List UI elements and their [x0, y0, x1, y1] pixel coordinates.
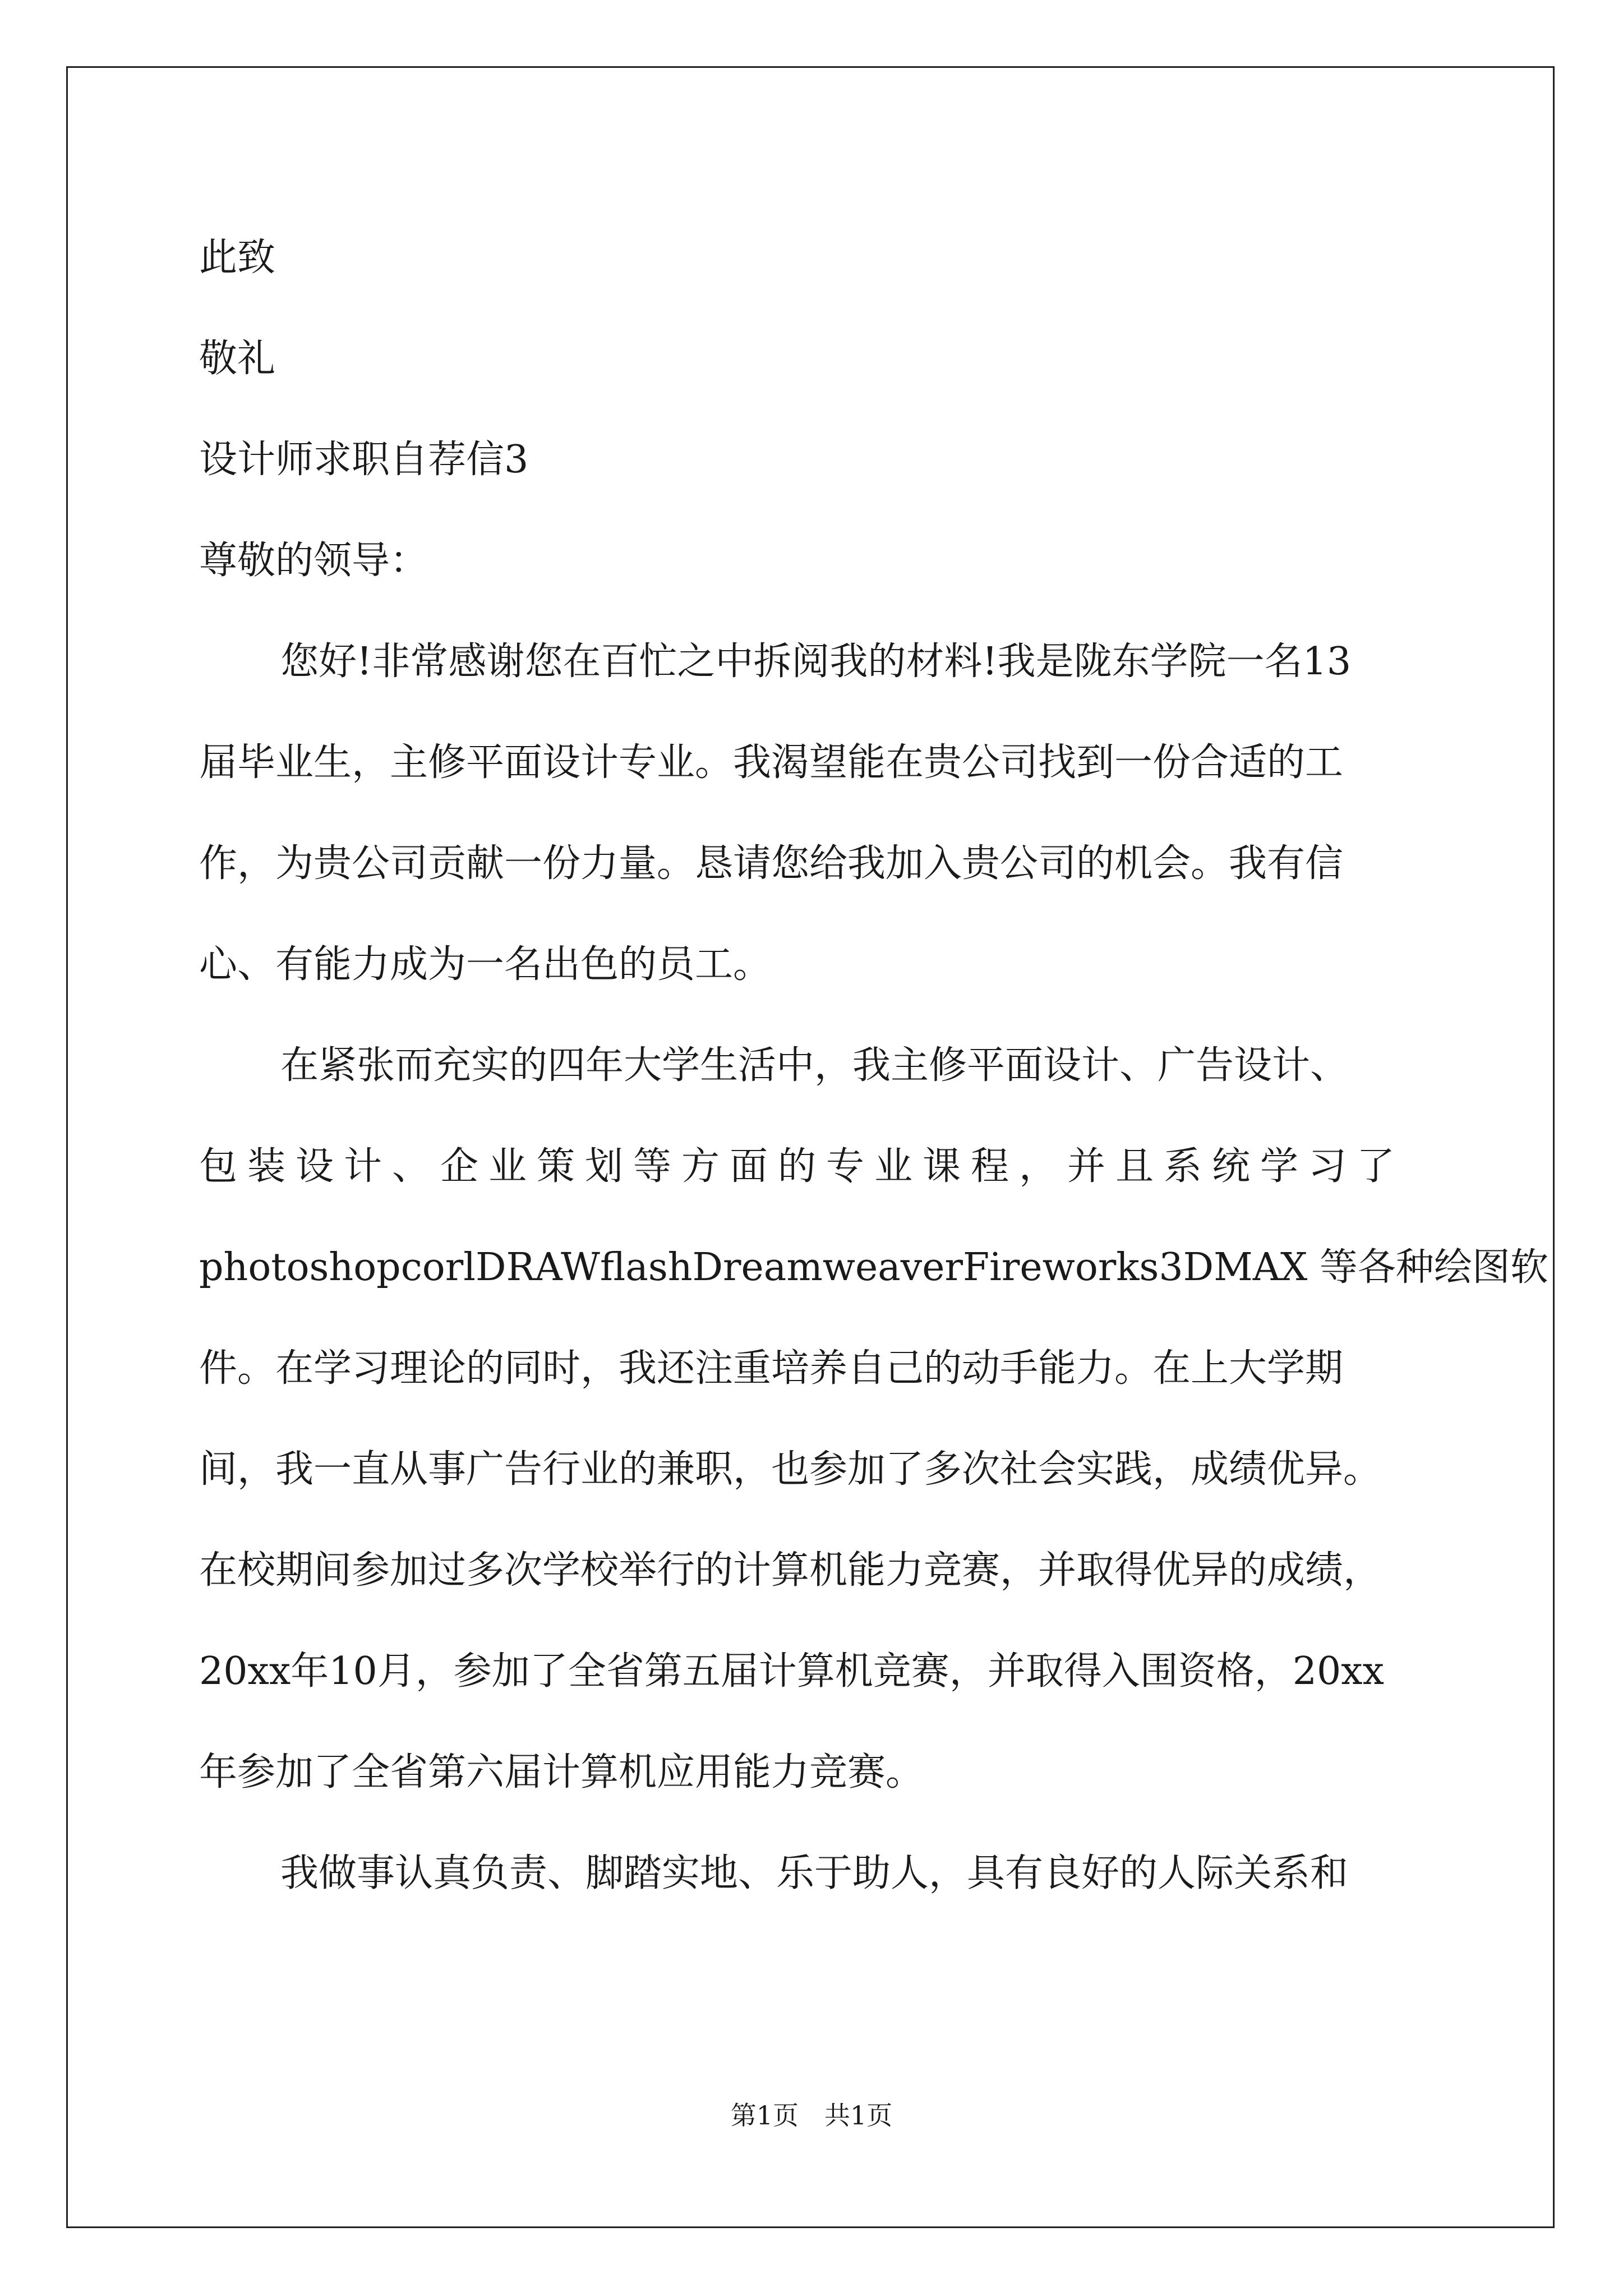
paragraph-line: 年参加了全省第六届计算机应用能力竞赛。 — [199, 1750, 924, 1795]
salutation-line: 敬礼 — [199, 337, 276, 381]
paragraph-line: 20xx年10月，参加了全省第五届计算机竞赛，并取得入围资格，20xx — [199, 1649, 1384, 1694]
paragraph-line: 届毕业生，主修平面设计专业。我渴望能在贵公司找到一份合适的工 — [199, 740, 1344, 785]
paragraph-line: 在校期间参加过多次学校举行的计算机能力竞赛，并取得优异的成绩， — [199, 1548, 1382, 1593]
letter-body — [199, 208, 1548, 1924]
paragraph-line: 包装设计、企业策划等方面的专业课程，并且系统学习了 — [199, 1144, 1405, 1189]
paragraph-line: 在紧张而充实的四年大学生活中，我主修平面设计、广告设计、 — [280, 1043, 1349, 1088]
paragraph-line: 间，我一直从事广告行业的兼职，也参加了多次社会实践，成绩优异。 — [199, 1447, 1382, 1492]
paragraph-line: photoshopcorlDRAWflashDreamweaverFireworks3DMAX 等各种绘图软 — [199, 1245, 1548, 1290]
paragraph-line: 件。在学习理论的同时，我还注重培养自己的动手能力。在上大学期 — [199, 1346, 1344, 1391]
paragraph-line: 您好!非常感谢您在百忙之中拆阅我的材料!我是陇东学院一名13 — [280, 639, 1352, 684]
paragraph-line: 心、有能力成为一名出色的员工。 — [199, 942, 772, 987]
page-number-footer: 第1页 共1页 — [730, 2100, 893, 2131]
paragraph-line: 作，为贵公司贡献一份力量。恳请您给我加入贵公司的机会。我有信 — [199, 841, 1344, 886]
greeting: 尊敬的领导： — [199, 539, 428, 583]
closing-line: 此致 — [199, 236, 276, 280]
paragraph-line: 我做事认真负责、脚踏实地、乐于助人，具有良好的人际关系和 — [280, 1851, 1349, 1895]
letter-title: 设计师求职自荐信3 — [199, 438, 529, 482]
